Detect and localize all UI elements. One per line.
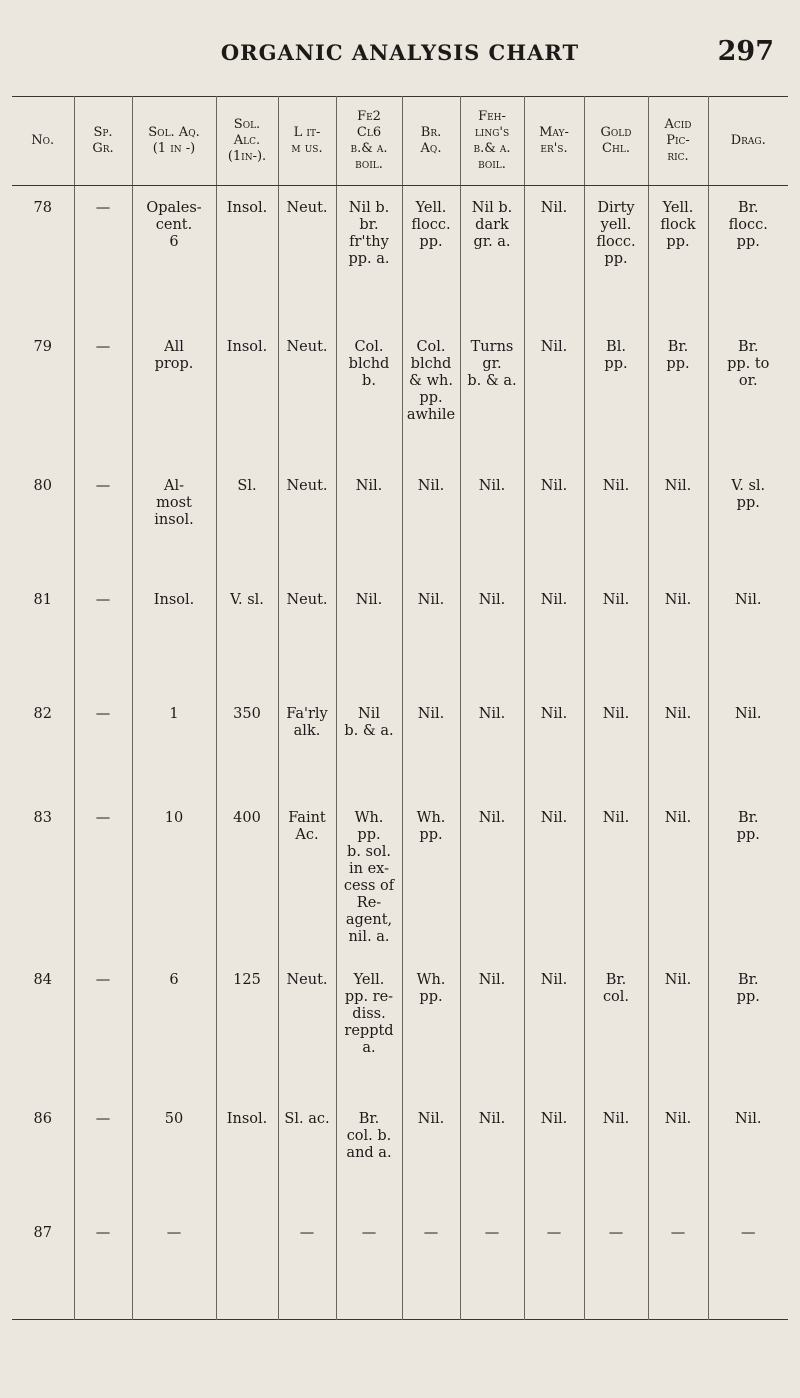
table-cell: Br. col. b. and a. — [336, 1097, 402, 1211]
table-cell: Nil. — [648, 578, 708, 692]
table-cell: Col. blchd & wh. pp. awhile — [402, 325, 460, 464]
table-cell: Insol. — [216, 1097, 278, 1211]
table-cell: — — [524, 1211, 584, 1320]
table-cell: Nil. — [708, 578, 788, 692]
table-row — [12, 186, 788, 326]
table-cell: Nil. — [648, 796, 708, 958]
table-row — [12, 1211, 788, 1320]
table-cell: — — [460, 1211, 524, 1320]
table-cell: Insol. — [216, 325, 278, 464]
table-cell: Nil. — [460, 1097, 524, 1211]
table-cell: Nil. — [524, 692, 584, 796]
table-cell: Al- most insol. — [132, 464, 216, 578]
table-cell: Yell. flocc. pp. — [402, 186, 460, 326]
table-cell: Nil. — [460, 692, 524, 796]
table-cell: Nil. — [402, 1097, 460, 1211]
table-cell: Nil. — [524, 796, 584, 958]
table-cell: Nil. — [402, 464, 460, 578]
table-cell: V. sl. pp. — [708, 464, 788, 578]
table-cell: — — [74, 325, 132, 464]
header-row — [12, 97, 788, 186]
table-cell: — — [74, 186, 132, 326]
table-cell: — — [584, 1211, 648, 1320]
table-cell: Br. flocc. pp. — [708, 186, 788, 326]
table-cell: Nil. — [584, 1097, 648, 1211]
table-cell: Insol. — [216, 186, 278, 326]
table-cell: 50 — [132, 1097, 216, 1211]
table-cell: Nil. — [648, 692, 708, 796]
table-cell: 83 — [33, 810, 52, 826]
table-cell: Neut. — [278, 325, 336, 464]
table-cell: 125 — [216, 958, 278, 1097]
table-row — [12, 796, 788, 958]
table-cell: Wh. pp. — [402, 796, 460, 958]
table-cell: Sl. ac. — [278, 1097, 336, 1211]
table-cell: — — [402, 1211, 460, 1320]
table-row — [12, 325, 788, 464]
table-cell: 82 — [33, 706, 52, 722]
table-row — [12, 958, 788, 1097]
table-cell: Nil b. br. fr'thy pp. a. — [336, 186, 402, 326]
table-cell: — — [648, 1211, 708, 1320]
table-cell: V. sl. — [216, 578, 278, 692]
table-cell: Br. pp. to or. — [708, 325, 788, 464]
table-cell: Nil. — [708, 1097, 788, 1211]
table-cell: — — [278, 1211, 336, 1320]
table-cell: Br. pp. — [708, 958, 788, 1097]
table-row — [12, 464, 788, 578]
col-header-no: No. — [12, 97, 74, 186]
table-cell: Nil. — [336, 578, 402, 692]
table-cell: Yell. flock pp. — [648, 186, 708, 326]
table-cell: Nil. — [524, 464, 584, 578]
table-cell: Nil. — [524, 186, 584, 326]
table-cell: Nil. — [648, 958, 708, 1097]
table-cell: Nil. — [336, 464, 402, 578]
table-cell: Nil. — [460, 796, 524, 958]
table-cell: Br. pp. — [648, 325, 708, 464]
table-cell: 350 — [216, 692, 278, 796]
table-cell: 79 — [33, 339, 52, 355]
table-row — [12, 692, 788, 796]
table-cell: Nil. — [402, 578, 460, 692]
table-cell: — — [132, 1211, 216, 1320]
col-header-fe2cl6: Fe2 Cl6 b.& a. boil. — [336, 97, 402, 186]
table-row — [12, 578, 788, 692]
table-cell: Fa'rly alk. — [278, 692, 336, 796]
table-cell: Neut. — [278, 578, 336, 692]
table-cell: Neut. — [278, 186, 336, 326]
table-cell: — — [74, 958, 132, 1097]
col-header-fehlings: Feh- ling's b.& a. boil. — [460, 97, 524, 186]
table-cell: Nil b. dark gr. a. — [460, 186, 524, 326]
table-cell: Nil. — [648, 464, 708, 578]
table-cell: Nil. — [524, 1097, 584, 1211]
table-cell: Nil. — [460, 464, 524, 578]
running-title: ORGANIC ANALYSIS CHART — [220, 40, 580, 65]
table-cell: Nil. — [460, 578, 524, 692]
col-header-drag: Drag. — [708, 97, 788, 186]
col-header-mayers: May- er's. — [524, 97, 584, 186]
table-cell: Nil. — [460, 958, 524, 1097]
table-cell: 80 — [33, 478, 52, 494]
table-cell: Faint Ac. — [278, 796, 336, 958]
table-cell: Nil. — [524, 958, 584, 1097]
table-cell: Opales- cent. 6 — [132, 186, 216, 326]
table-cell: Nil. — [584, 578, 648, 692]
table-cell: Bl. pp. — [584, 325, 648, 464]
table-cell: Wh. pp. — [402, 958, 460, 1097]
table-cell: — — [74, 796, 132, 958]
table-cell: Nil. — [584, 692, 648, 796]
col-header-sol-aq: Sol. Aq. (1 in -) — [132, 97, 216, 186]
table-cell: 400 — [216, 796, 278, 958]
table-cell: Nil. — [584, 464, 648, 578]
table-cell: Nil b. & a. — [336, 692, 402, 796]
table-cell: Yell. pp. re- diss. repptd a. — [336, 958, 402, 1097]
table-cell: — — [74, 692, 132, 796]
table-cell: All prop. — [132, 325, 216, 464]
table-cell: 86 — [33, 1111, 52, 1127]
table-row — [12, 1097, 788, 1211]
table-cell: Nil. — [708, 692, 788, 796]
table-cell: Neut. — [278, 958, 336, 1097]
table-cell: 81 — [33, 592, 52, 608]
organic-analysis-table — [12, 96, 788, 1320]
table-cell: Nil. — [584, 796, 648, 958]
table-cell: Neut. — [278, 464, 336, 578]
table-cell: Nil. — [524, 325, 584, 464]
table-cell — [216, 1211, 278, 1320]
table-cell: Dirty yell. flocc. pp. — [584, 186, 648, 326]
table-cell: — — [74, 1211, 132, 1320]
col-header-gold-chl: Gold Chl. — [584, 97, 648, 186]
col-header-sol-alc: Sol. Alc. (1in-). — [216, 97, 278, 186]
col-header-sp-gr: Sp. Gr. — [74, 97, 132, 186]
table-cell: — — [708, 1211, 788, 1320]
table-cell: Insol. — [132, 578, 216, 692]
table-cell: 6 — [132, 958, 216, 1097]
page-number: 297 — [717, 36, 774, 67]
table-cell: Br. pp. — [708, 796, 788, 958]
table-cell: 78 — [33, 200, 52, 216]
table-cell: 1 — [132, 692, 216, 796]
table-cell: — — [336, 1211, 402, 1320]
table-cell: Turns gr. b. & a. — [460, 325, 524, 464]
table-cell: Nil. — [648, 1097, 708, 1211]
table-cell: Wh. pp. b. sol. in ex- cess of Re- agent, nil. a. — [336, 796, 402, 958]
table-cell: Nil. — [402, 692, 460, 796]
table-cell: Sl. — [216, 464, 278, 578]
col-header-acid-picric: Acid Pic- ric. — [648, 97, 708, 186]
col-header-br-aq: Br. Aq. — [402, 97, 460, 186]
table-cell: — — [74, 1097, 132, 1211]
table-cell: — — [74, 464, 132, 578]
table-cell: — — [74, 578, 132, 692]
table-cell: 87 — [33, 1225, 52, 1241]
table-cell: Br. col. — [584, 958, 648, 1097]
table-cell: 10 — [132, 796, 216, 958]
col-header-litmus: L it- m us. — [278, 97, 336, 186]
table-cell: Nil. — [524, 578, 584, 692]
table-cell: Col. blchd b. — [336, 325, 402, 464]
table-cell: 84 — [33, 972, 52, 988]
